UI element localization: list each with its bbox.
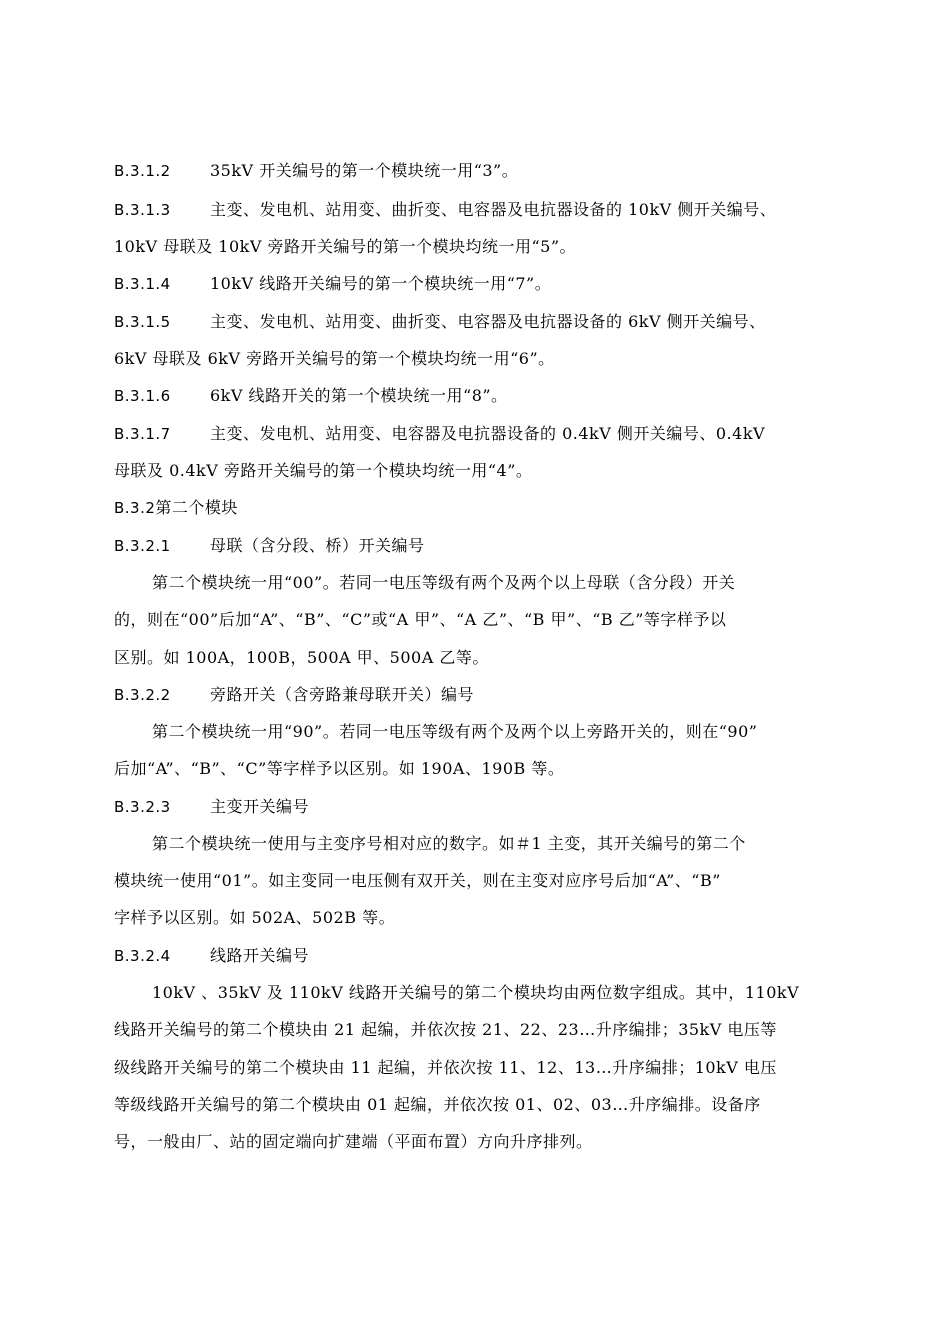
clause-number: B.3.2.3 (114, 798, 171, 816)
clause-b3-1-5 (114, 310, 842, 334)
clause-number: B.3.1.6 (114, 387, 171, 405)
clause-text: 主变、发电机、站用变、电容器及电抗器设备的 0.4kV 侧开关编号、0.4kV (210, 424, 766, 443)
clause-title: 旁路开关（含旁路兼母联开关）编号 (210, 685, 475, 704)
section-title: 第二个模块 (155, 498, 238, 517)
paragraph-line: 级线路开关编号的第二个模块由 11 起编，并依次按 11、12、13…升序编排；10kV 电压 (114, 1058, 777, 1077)
section-number: B.3.2 (114, 499, 156, 517)
clause-text: 6kV 线路开关的第一个模块统一用“8”。 (210, 386, 508, 405)
clause-number: B.3.1.3 (114, 201, 171, 219)
clause-text: 35kV 开关编号的第一个模块统一用“3”。 (210, 161, 519, 180)
paragraph-line: 等级线路开关编号的第二个模块由 01 起编，并依次按 01、02、03…升序编排。设备序 (114, 1095, 761, 1114)
clause-b3-1-2 (114, 159, 842, 183)
clause-continuation: 6kV 母联及 6kV 旁路开关编号的第一个模块均统一用“6”。 (114, 349, 555, 368)
clause-number: B.3.2.4 (114, 947, 171, 965)
paragraph-line: 字样予以区别。如 502A、502B 等。 (114, 908, 396, 927)
paragraph-line: 区别。如 100A，100B，500A 甲、500A 乙等。 (114, 648, 489, 667)
clause-b3-1-3 (114, 198, 842, 222)
clause-number: B.3.1.4 (114, 275, 171, 293)
clause-continuation: 母联及 0.4kV 旁路开关编号的第一个模块均统一用“4”。 (114, 461, 533, 480)
clause-text: 主变、发电机、站用变、曲折变、电容器及电抗器设备的 10kV 侧开关编号、 (210, 200, 777, 219)
paragraph-line: 线路开关编号的第二个模块由 21 起编，并依次按 21、22、23…升序编排；35kV 电压等 (114, 1020, 777, 1039)
clause-number: B.3.2.1 (114, 537, 171, 555)
paragraph-line: 第二个模块统一用“90”。若同一电压等级有两个及两个以上旁路开关的，则在“90” (152, 722, 758, 741)
paragraph-line: 第二个模块统一使用与主变序号相对应的数字。如＃1 主变，其开关编号的第二个 (152, 834, 746, 853)
clause-b3-1-4 (114, 272, 842, 296)
paragraph-line: 后加“A”、“B”、“C”等字样予以区别。如 190A、190B 等。 (114, 759, 565, 778)
section-heading-b3-2 (114, 496, 842, 520)
clause-text: 主变、发电机、站用变、曲折变、电容器及电抗器设备的 6kV 侧开关编号、 (210, 312, 766, 331)
clause-b3-1-7 (114, 422, 842, 446)
clause-title: 母联（含分段、桥）开关编号 (210, 536, 425, 555)
paragraph-line: 10kV 、35kV 及 110kV 线路开关编号的第二个模块均由两位数字组成。其中，110kV (152, 983, 800, 1002)
subclause-heading (114, 534, 842, 558)
paragraph-line: 号，一般由厂、站的固定端向扩建端（平面布置）方向升序排列。 (114, 1132, 593, 1151)
clause-text: 10kV 线路开关编号的第一个模块统一用“7”。 (210, 274, 552, 293)
clause-b3-1-6 (114, 384, 842, 408)
subclause-heading (114, 944, 842, 968)
clause-continuation: 10kV 母联及 10kV 旁路开关编号的第一个模块均统一用“5”。 (114, 237, 577, 256)
clause-title: 线路开关编号 (210, 946, 310, 965)
clause-number: B.3.1.5 (114, 313, 171, 331)
subclause-heading (114, 683, 842, 707)
clause-title: 主变开关编号 (210, 797, 310, 816)
paragraph-line: 模块统一使用“01”。如主变同一电压侧有双开关，则在主变对应序号后加“A”、“B” (114, 871, 721, 890)
clause-number: B.3.1.7 (114, 425, 171, 443)
clause-number: B.3.1.2 (114, 162, 171, 180)
clause-number: B.3.2.2 (114, 686, 171, 704)
paragraph-line: 第二个模块统一用“00”。若同一电压等级有两个及两个以上母联（含分段）开关 (152, 573, 736, 592)
subclause-heading (114, 795, 842, 819)
paragraph-line: 的，则在“00”后加“A”、“B”、“C”或“A 甲”、“A 乙”、“B 甲”、“B 乙”等字样予以 (114, 610, 727, 629)
